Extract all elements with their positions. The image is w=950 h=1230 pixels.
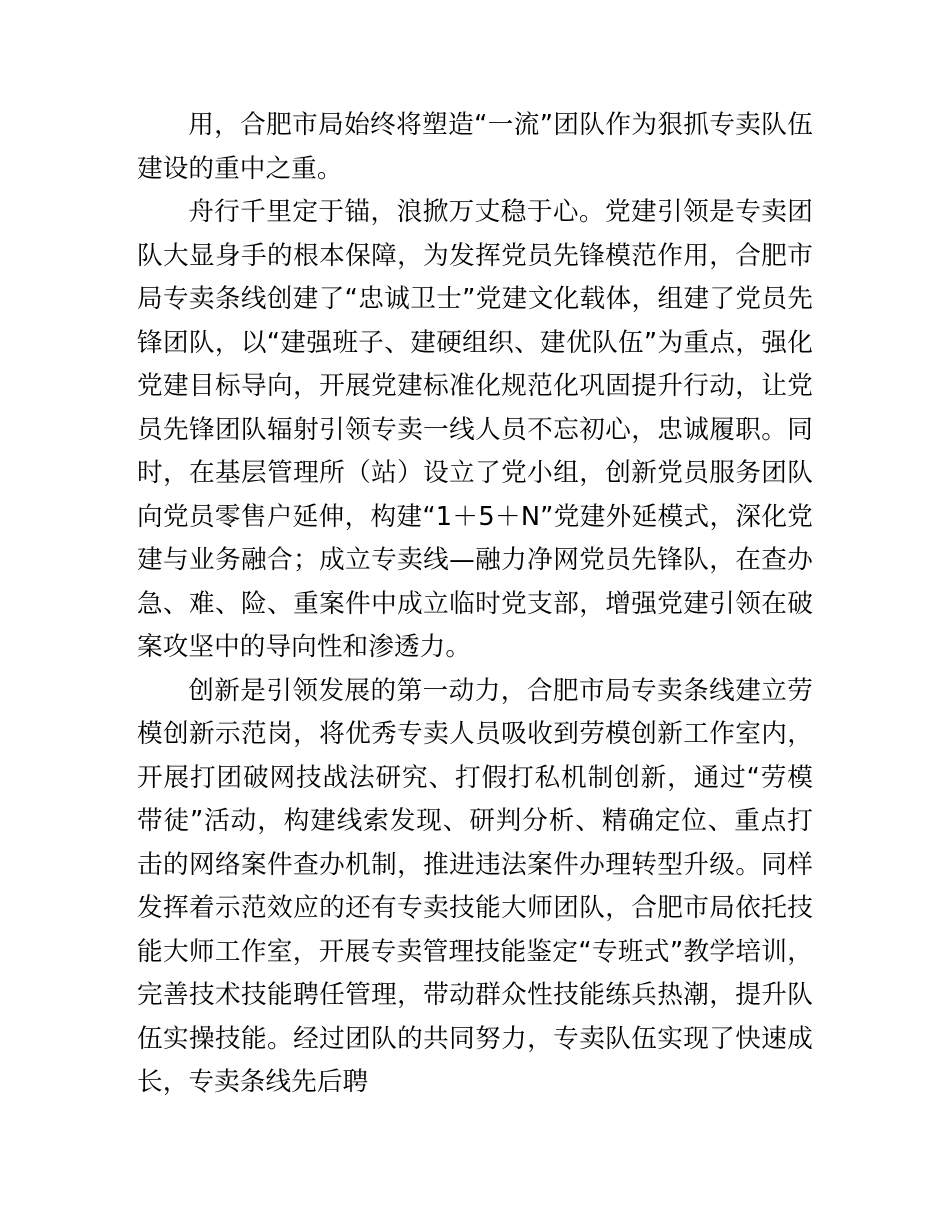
paragraph-3: 创新是引领发展的第一动力，合肥市局专卖条线建立劳模创新示范岗，将优秀专卖人员吸收到劳模创新工作室内，开展打团破网技战法研究、打假打私机制创新，通过“劳模带徒”活动，构建线索发现、研判分析、精确定位、重点打击的网络案件查办机制，推进违法案件办理转型升级。同样发挥着示范效应的还有专卖技能大师团队，合肥市局依托技能大师工作室，开展专卖管理技能鉴定“专班式”教学培训，完善技术技能聘任管理，带动群众性技能练兵热潮，提升队伍实操技能。经过团队的共同努力，专卖队伍实现了快速成长，专卖条线先后聘: [137, 675, 813, 1097]
paragraph-2: 舟行千里定于锚，浪掀万丈稳于心。党建引领是专卖团队大显身手的根本保障，为发挥党员先锋模范作用，合肥市局专卖条线创建了“忠诚卫士”党建文化载体，组建了党员先锋团队，以“建强班子、建硬组织、建优队伍”为重点，强化党建目标导向，开展党建标准化规范化巩固提升行动，让党员先锋团队辐射引领专卖一线人员不忘初心，忠诚履职。同时，在基层管理所（站）设立了党小组，创新党员服务团队向党员零售户延伸，构建“1＋5＋N”党建外延模式，深化党建与业务融合；成立专卖线—融力净网党员先锋队，在查办急、难、险、重案件中成立临时党支部，增强党建引领在破案攻坚中的导向性和渗透力。: [137, 197, 813, 662]
paragraph-1: 用，合肥市局始终将塑造“一流”团队作为狠抓专卖队伍建设的重中之重。: [137, 110, 813, 184]
document-text-body: [137, 104, 813, 1105]
